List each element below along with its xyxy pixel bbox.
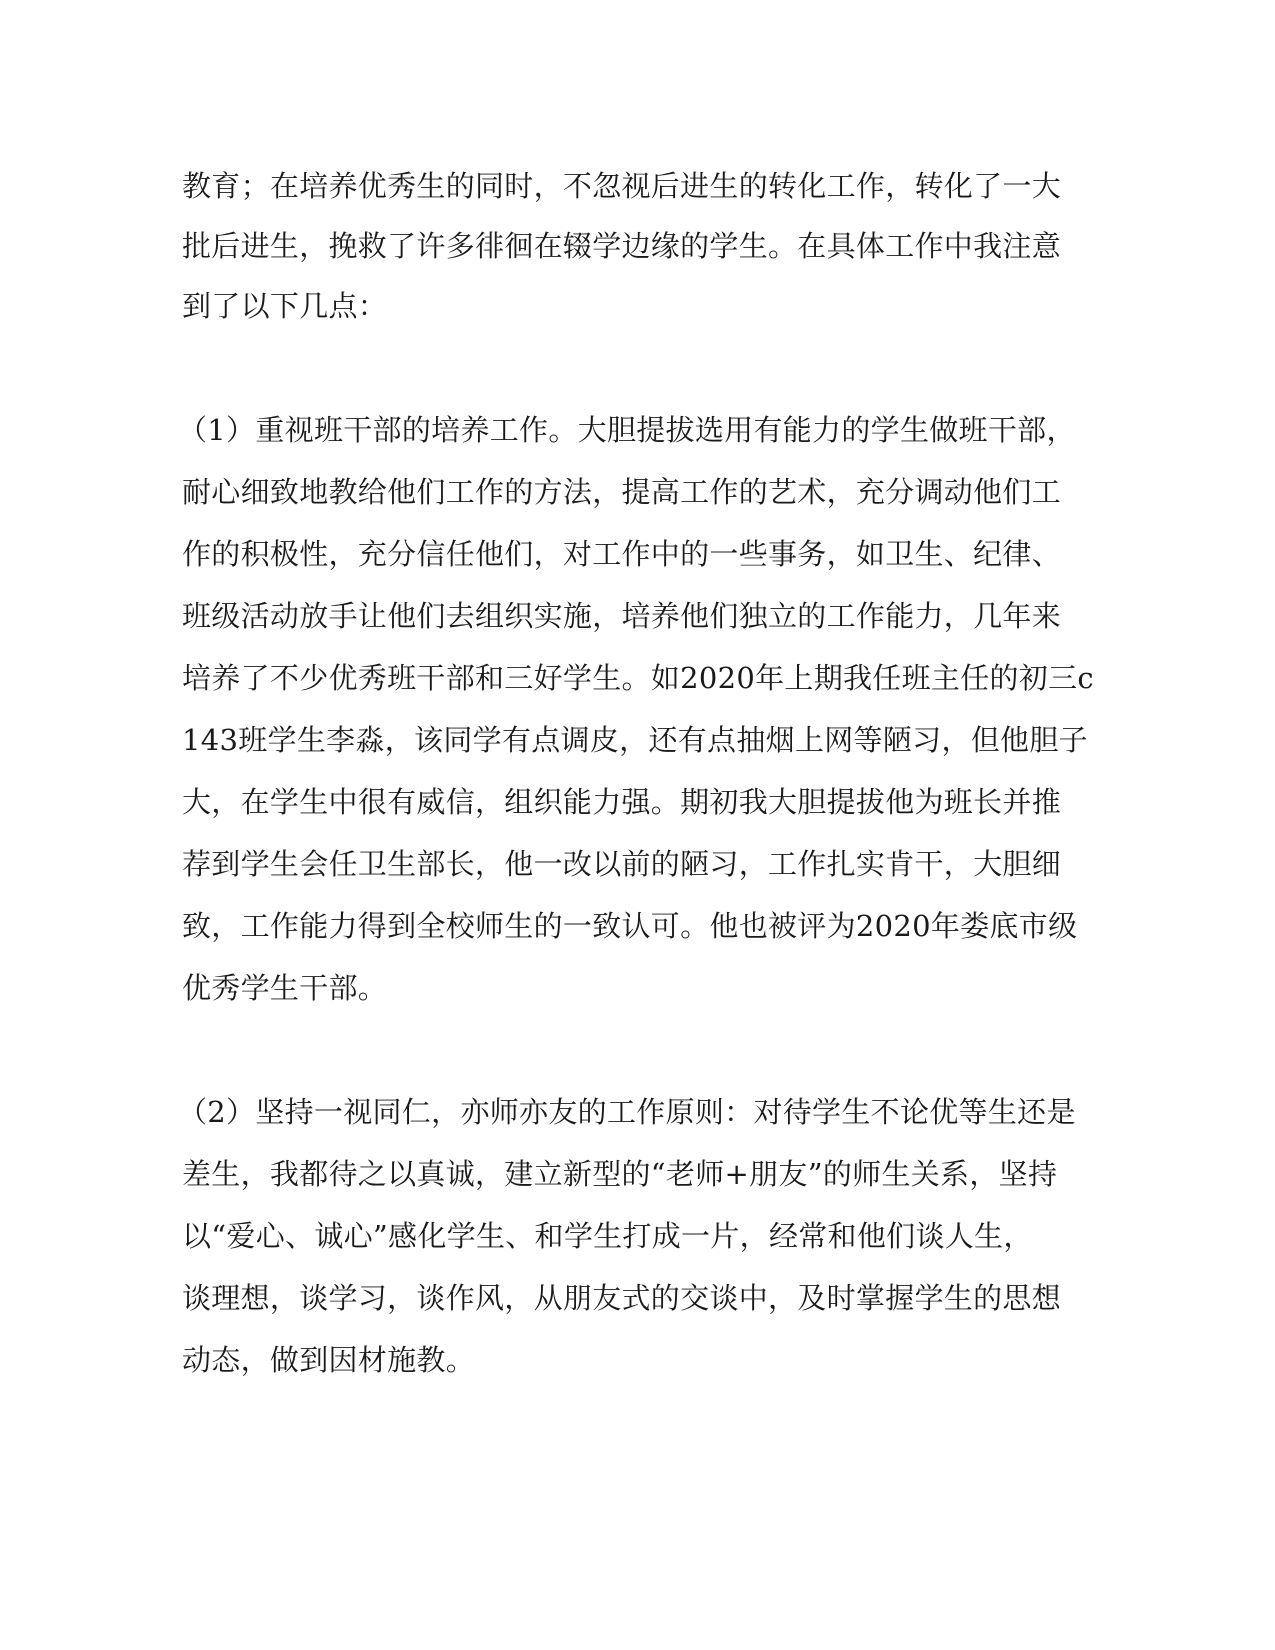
paragraph-line: 优秀学生干部。: [182, 971, 388, 1005]
paragraph-line: 动态，做到因材施教。: [182, 1343, 476, 1377]
paragraph-line: 谈理想，谈学习，谈作风，从朋友式的交谈中，及时掌握学生的思想: [182, 1281, 1062, 1315]
paragraph-line: 到了以下几点：: [182, 289, 388, 323]
paragraph-line: 致，工作能力得到全校师生的一致认可。他也被评为2020年娄底市级: [182, 909, 1078, 943]
paragraph-line: 批后进生，挽救了许多徘徊在辍学边缘的学生。在具体工作中我注意: [182, 229, 1062, 263]
paragraph-line: 作的积极性，充分信任他们，对工作中的一些事务，如卫生、纪律、: [182, 537, 1062, 571]
paragraph-line: 教育；在培养优秀生的同时，不忽视后进生的转化工作，转化了一大: [182, 169, 1062, 203]
paragraph-line: 大，在学生中很有威信，组织能力强。期初我大胆提拔他为班长并推: [182, 785, 1062, 819]
paragraph-line: 荐到学生会任卫生部长，他一改以前的陋习，工作扎实肯干，大胆细: [182, 847, 1062, 881]
paragraph-line: 以“爱心、诚心”感化学生、和学生打成一片，经常和他们谈人生，: [182, 1219, 1033, 1253]
paragraph-line: 143班学生李淼，该同学有点调皮，还有点抽烟上网等陋习，但他胆子: [182, 723, 1088, 757]
paragraph-line: 耐心细致地教给他们工作的方法，提高工作的艺术，充分调动他们工: [182, 475, 1062, 509]
paragraph-line: 差生，我都待之以真诚，建立新型的“老师+朋友”的师生关系，坚持: [182, 1157, 1058, 1191]
paragraph-line: 班级活动放手让他们去组织实施，培养他们独立的工作能力，几年来: [182, 599, 1062, 633]
paragraph-line: （1）重视班干部的培养工作。大胆提拔选用有能力的学生做班干部，: [178, 413, 1076, 447]
paragraph-line: （2）坚持一视同仁，亦师亦友的工作原则：对待学生不论优等生还是: [178, 1095, 1076, 1129]
paragraph-line: 培养了不少优秀班干部和三好学生。如2020年上期我任班主任的初三c: [182, 661, 1094, 695]
